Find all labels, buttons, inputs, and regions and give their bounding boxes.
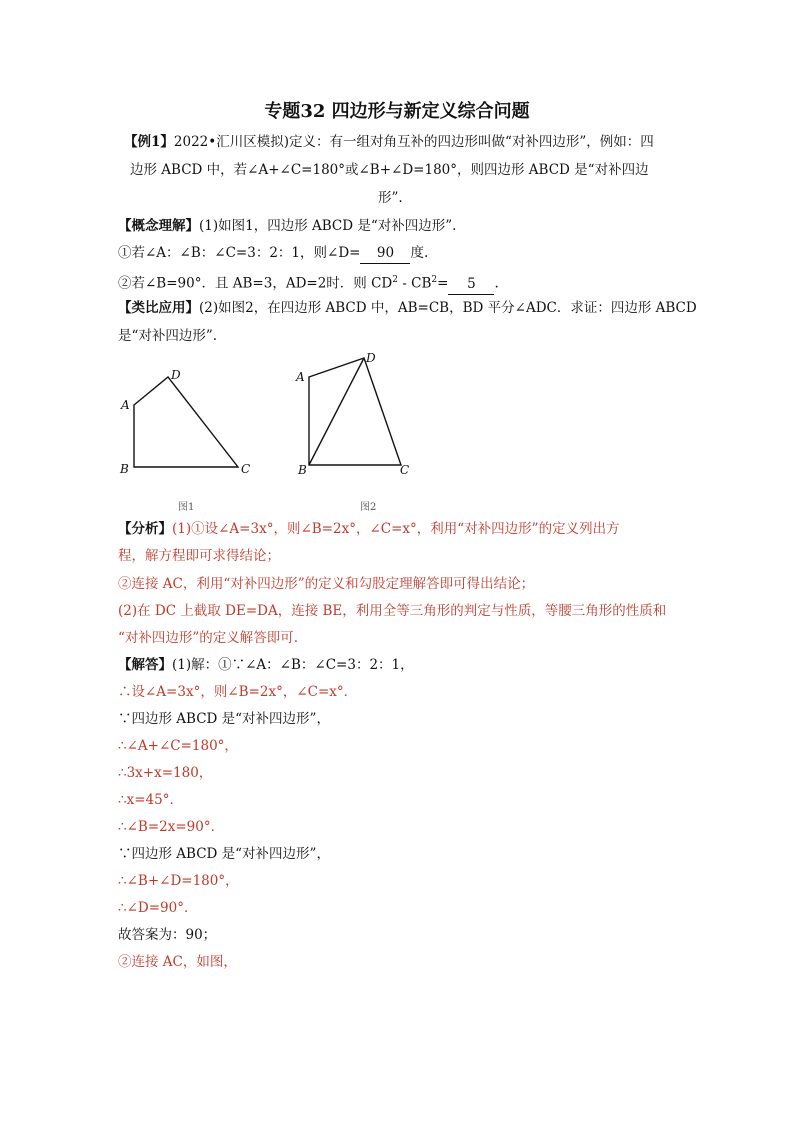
- solution-line-3: ∵四边形 ABCD 是“对补四边形”，: [118, 711, 330, 727]
- question-1: [118, 243, 428, 264]
- figure-1-label-a: A: [121, 398, 130, 412]
- question-2-eq: =: [437, 275, 449, 292]
- solution-line-9: ∴∠B+∠D=180°，: [118, 873, 239, 889]
- question-2-mid: - CB: [398, 275, 432, 292]
- example-line-2: 边形 ABCD 中，若∠A+∠C=180°或∠B+∠D=180°，则四边形 ABCD 是“对补四边: [130, 162, 649, 178]
- question-1-text: ①若∠A：∠B：∠C=3：2：1，则∠D=: [118, 245, 361, 261]
- analysis-line-2: 程，解方程即可求得结论；: [118, 548, 280, 564]
- solution-text-1: (1)解：①∵∠A：∠B：∠C=3：2：1，: [172, 657, 414, 673]
- figure-2-label-c: C: [400, 463, 410, 477]
- solution-line-2: ∴设∠A=3x°，则∠B=2x°，∠C=x°．: [118, 684, 358, 700]
- figure-1: [110, 362, 260, 482]
- example-line-1: [124, 132, 654, 152]
- analysis-line-3: ②连接 AC，利用“对补四边形”的定义和勾股定理解答即可得出结论；: [118, 576, 535, 592]
- question-2-text: ②若∠B=90°．且 AB=3，AD=2时．则 CD: [118, 275, 393, 292]
- solution-line-8: ∵四边形 ABCD 是“对补四边形”，: [118, 846, 330, 862]
- analysis-line-1: [118, 519, 620, 539]
- figure-2-label-b: B: [298, 463, 307, 477]
- figure-1-quadrilateral: [134, 377, 238, 467]
- example-line-3: 形”.: [378, 190, 403, 206]
- analogy-line-2: 是“对补四边形”.: [118, 328, 218, 344]
- solution-line-10: ∴∠D=90°．: [118, 900, 198, 916]
- example-text-1: 2022•汇川区模拟)定义：有一组对角互补的四边形叫做“对补四边形”，例如：四: [173, 134, 654, 150]
- solution-line-6: ∴x=45°．: [118, 792, 183, 808]
- analysis-text-1: (1)①设∠A=3x°，则∠B=2x°，∠C=x°，利用“对补四边形”的定义列出方: [172, 521, 620, 537]
- analysis-line-4: (2)在 DC 上截取 DE=DA，连接 BE，利用全等三角形的判定与性质，等腰三角形的性质和: [118, 603, 667, 619]
- question-2: ②若∠B=90°．且 AB=3，AD=2时．则 $CD^2 - CB^2= 5$ .: [118, 270, 499, 295]
- concept-text: (1)如图1，四边形 ABCD 是“对补四边形”.: [199, 218, 457, 234]
- solution-line-4: ∴∠A+∠C=180°，: [118, 738, 238, 754]
- example-tag: 【例1】: [124, 134, 174, 150]
- solution-tag: 【解答】: [118, 657, 172, 673]
- figure-1-caption: 图1: [178, 502, 195, 513]
- page-title: 专题32 四边形与新定义综合问题: [264, 101, 530, 122]
- analogy-line-1: [118, 298, 697, 318]
- question-1-unit: 度.: [410, 245, 429, 261]
- figure-2-label-d: D: [366, 351, 376, 365]
- concept-line: [118, 216, 456, 236]
- analogy-text-1: (2)如图2，在四边形 ABCD 中，AB=CB，BD 平分∠ADC．求证：四边形 ABCD: [199, 300, 697, 316]
- question-2-end: .: [494, 275, 499, 292]
- solution-line-1: [118, 655, 414, 675]
- figure-1-label-d: D: [171, 368, 181, 382]
- answer-2: 5: [448, 274, 494, 295]
- concept-tag: 【概念理解】: [118, 218, 199, 234]
- figure-2-caption: 图2: [360, 502, 377, 513]
- answer-1: 90: [360, 243, 410, 264]
- solution-line-7: ∴∠B=2x=90°．: [118, 819, 225, 835]
- figure-1-label-b: B: [120, 462, 129, 476]
- analysis-line-5: “对补四边形”的定义解答即可.: [118, 630, 299, 646]
- solution-line-12: ②连接 AC，如图，: [118, 954, 237, 970]
- figure-1-label-c: C: [241, 462, 251, 476]
- analysis-tag: 【分析】: [118, 521, 172, 537]
- analogy-tag: 【类比应用】: [118, 300, 199, 316]
- figure-2-label-a: A: [296, 370, 305, 384]
- figure-2: [292, 350, 422, 480]
- solution-line-5: ∴3x+x=180，: [118, 765, 213, 781]
- solution-line-11: 故答案为：90；: [118, 927, 217, 943]
